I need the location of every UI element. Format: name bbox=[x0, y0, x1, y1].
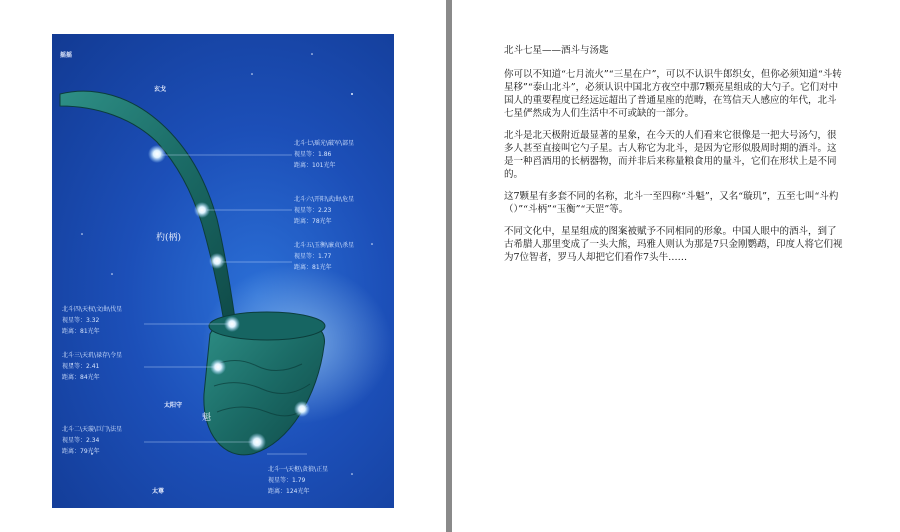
star-1 bbox=[294, 401, 310, 417]
star-7-magnitude: 视星等：1.86 bbox=[294, 151, 332, 158]
paragraph-1: 你可以不知道“七月流火”“三星在户”，可以不认识牛郎织女，但你必须知道“斗转星移”“泰山北斗”，必须认识中国北方夜空中那7颗亮星组成的大勺子。它们对中国人的重要程度已经远远超出了普通星座的范畴，在笃信天人感应的年代，北斗七星俨然成为人们生活中不可或缺的一部分。 bbox=[504, 69, 842, 119]
label-mid-right: 太阳守 bbox=[164, 402, 183, 409]
article-text bbox=[504, 44, 844, 273]
paragraph-2: 北斗是北天极附近最显著的星象，在今天的人们看来它很像是一把大号汤勺，很多人甚至直接叫它勺子星。古人称它为北斗，是因为它形似殷周时期的酒斗。这是一种舀酒用的长柄器物，而并非后来称量粮食用的量斗，它们在形状上是不同的。 bbox=[504, 130, 837, 180]
star-4-distance: 距离：81光年 bbox=[62, 328, 100, 335]
star-7 bbox=[148, 145, 166, 163]
label-bottom-left: 太尊 bbox=[152, 488, 165, 495]
star-1-magnitude: 视星等：1.79 bbox=[268, 477, 306, 484]
bowl-label: 魁 bbox=[202, 413, 212, 423]
star-1-name: 北斗一\天枢\贪狼\正星 bbox=[268, 466, 329, 473]
star-5-magnitude: 视星等：1.77 bbox=[294, 253, 332, 260]
star-6-distance: 距离：78光年 bbox=[294, 218, 332, 225]
star-3-distance: 距离：84光年 bbox=[62, 374, 100, 381]
star-4-info bbox=[62, 304, 122, 337]
star-7-distance: 距离：101光年 bbox=[294, 162, 336, 169]
handle-label: 杓(柄) bbox=[156, 233, 182, 243]
star-1-info bbox=[268, 464, 328, 497]
star-7-info bbox=[294, 138, 354, 171]
star-2-distance: 距离：79光年 bbox=[62, 448, 100, 455]
star-2-info bbox=[62, 424, 122, 457]
paragraph-3: 这7颗星有多套不同的名称，北斗一至四称“斗魁”，又名“璇玑”，五至七叫“斗杓（）”“斗柄”“玉衡”“天罡”等。 bbox=[504, 191, 839, 215]
star-4-name: 北斗四\天权\文曲\伐星 bbox=[62, 306, 123, 313]
star-6-name: 北斗六\开阳\武曲\危星 bbox=[294, 196, 355, 203]
star-3-name: 北斗三\天玑\禄存\令星 bbox=[62, 352, 123, 359]
star-4-magnitude: 视星等：3.32 bbox=[62, 317, 100, 324]
big-dipper-illustration bbox=[52, 34, 394, 508]
star-5 bbox=[209, 253, 225, 269]
star-1-distance: 距离：124光年 bbox=[268, 488, 310, 495]
article-title: 北斗七星——酒斗与汤匙 bbox=[504, 45, 609, 56]
label-top-left: 摇摇 bbox=[60, 52, 73, 59]
star-3-magnitude: 视星等：2.41 bbox=[62, 363, 100, 370]
left-page bbox=[0, 0, 446, 532]
star-2-name: 北斗二\天璇\巨门\法星 bbox=[62, 426, 123, 433]
star-2-magnitude: 视星等：2.34 bbox=[62, 437, 100, 444]
star-5-distance: 距离：81光年 bbox=[294, 264, 332, 271]
star-6-info bbox=[294, 194, 354, 227]
star-3-info bbox=[62, 350, 122, 383]
star-7-name: 北斗七\瑶光\破军\部星 bbox=[294, 140, 355, 147]
star-5-info bbox=[294, 240, 354, 273]
star-5-name: 北斗五\玉衡\廉贞\杀星 bbox=[294, 242, 355, 249]
label-top-mid: 玄戈 bbox=[154, 86, 167, 93]
star-6-magnitude: 视星等：2.23 bbox=[294, 207, 332, 214]
paragraph-4: 不同文化中，星星组成的图案被赋予不同相同的形象。中国人眼中的酒斗，到了古希腊人那里变成了一头大熊，玛雅人则认为那是7只金刚鹦鹉，印度人将它们视为7位智者，罗马人却把它们看作7头牛…… bbox=[504, 226, 843, 263]
